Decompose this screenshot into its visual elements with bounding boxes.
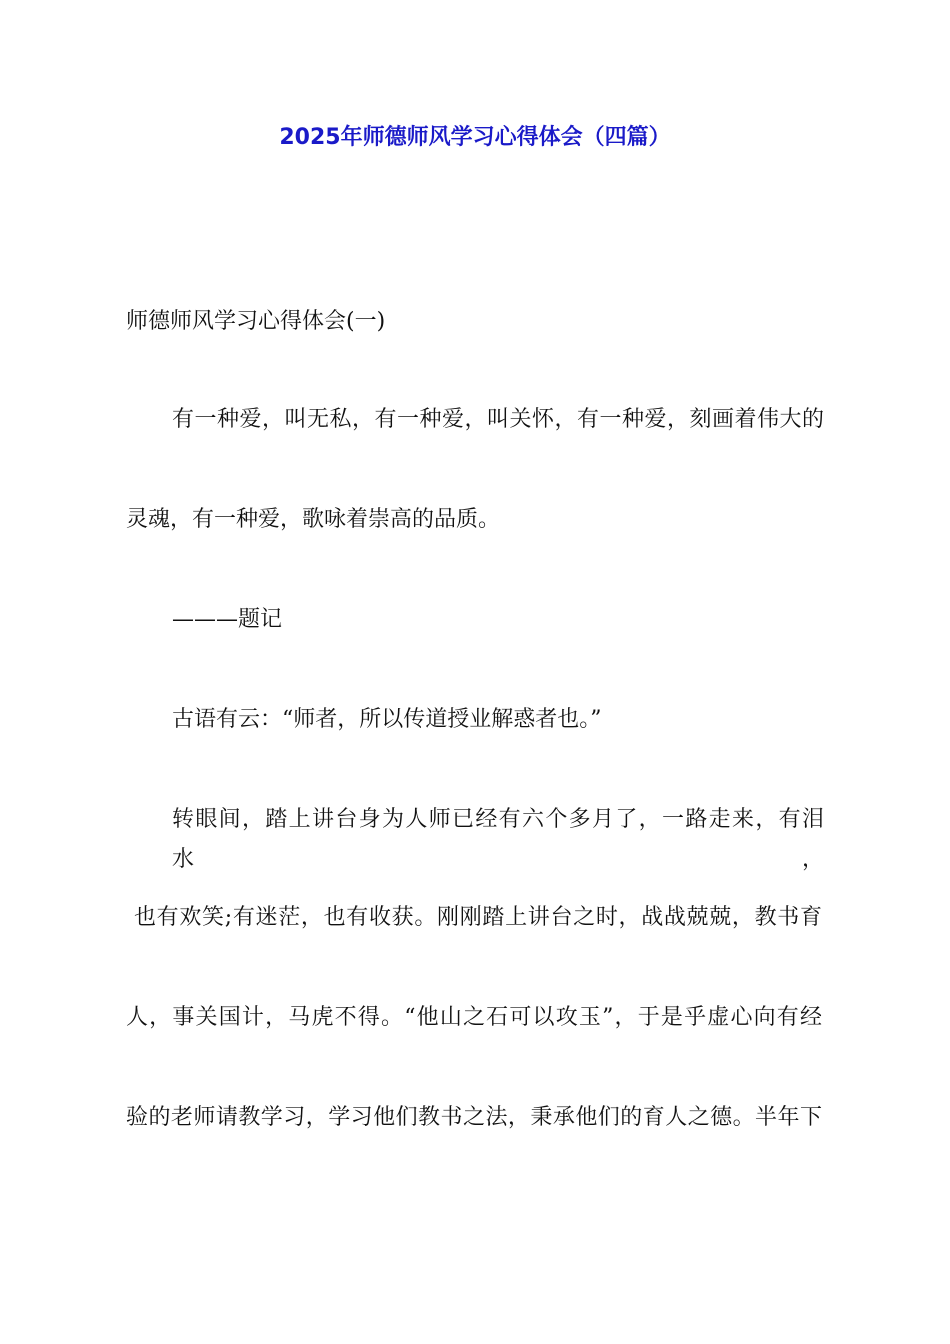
section-heading: 师德师风学习心得体会(一) [126, 309, 386, 334]
document-title: 2025年师德师风学习心得体会（四篇） [279, 125, 671, 150]
paragraph-line: 人，事关国计，马虎不得。“他山之石可以攻玉”，于是乎虚心向有经 [126, 1005, 822, 1030]
paragraph-line: 验的老师请教学习，学习他们教书之法，秉承他们的育人之德。半年下 [126, 1105, 822, 1130]
paragraph-line: 有一种爱，叫无私，有一种爱，叫关怀，有一种爱，刻画着伟大的 [172, 407, 824, 432]
paragraph-line: 灵魂，有一种爱，歌咏着崇高的品质。 [126, 507, 501, 532]
epigraph-attribution: ———题记 [172, 607, 283, 632]
paragraph-line: 也有欢笑;有迷茫，也有收获。刚刚踏上讲台之时，战战兢兢，教书育 [134, 905, 822, 930]
quote-line: 古语有云：“师者，所以传道授业解惑者也。” [172, 707, 602, 732]
paragraph-line: 转眼间，踏上讲台身为人师已经有六个多月了，一路走来，有泪水， [172, 807, 824, 872]
